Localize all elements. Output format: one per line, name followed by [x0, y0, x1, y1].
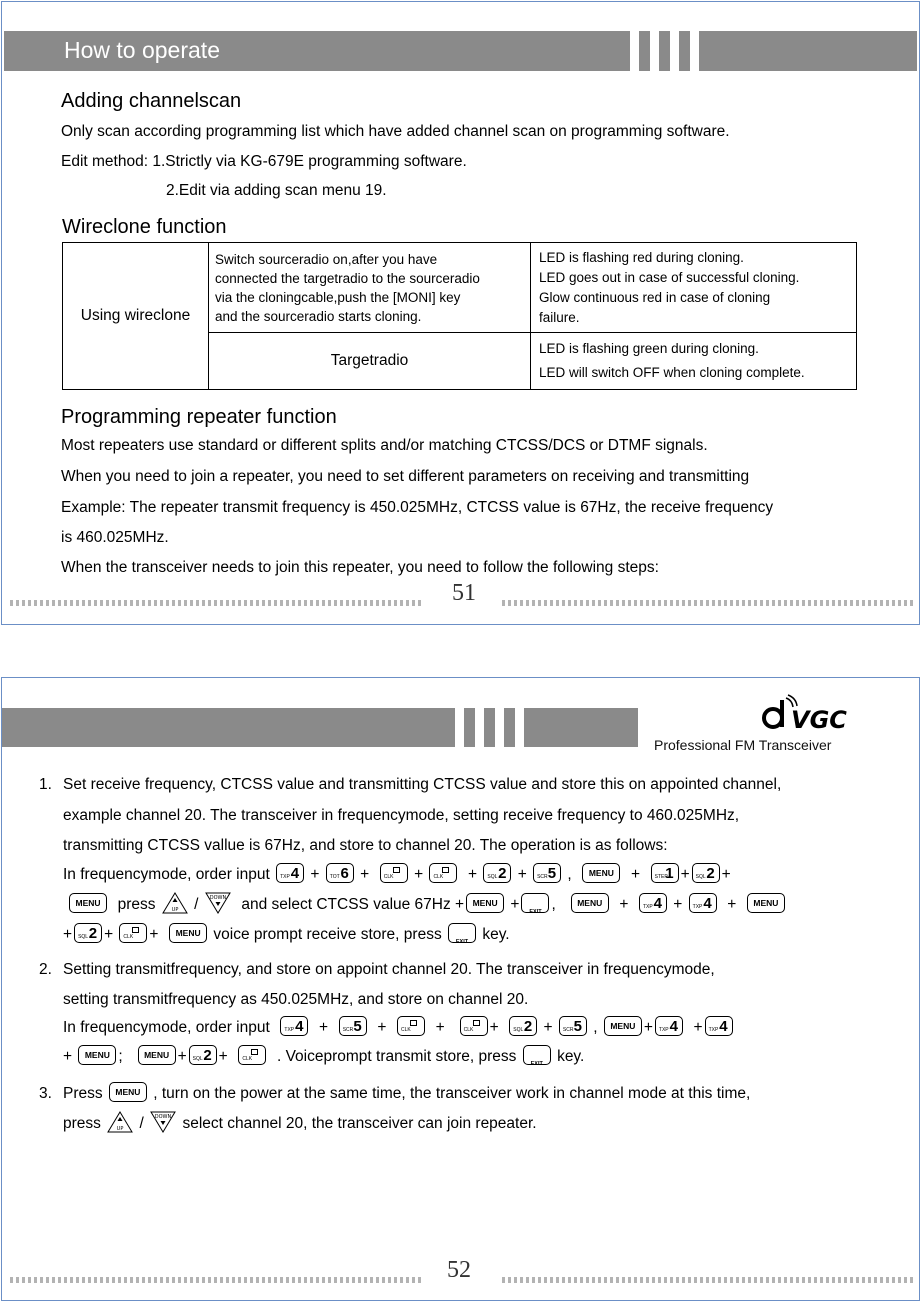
- step-text: key.: [482, 926, 510, 943]
- table-text: LED goes out in case of successful cloning.: [539, 269, 800, 285]
- up-key-icon: [107, 1111, 133, 1133]
- header-bar-right: [699, 31, 917, 71]
- paragraph: Edit method: 1.Strictly via KG-679E programming software.: [61, 153, 467, 170]
- down-key-icon: [150, 1111, 176, 1133]
- step-text: press: [117, 896, 156, 913]
- paragraph: is 460.025MHz.: [61, 529, 169, 546]
- table-text: LED will switch OFF when cloning complete.: [539, 365, 805, 380]
- key-2-icon: SQL 2: [189, 1045, 217, 1065]
- step-text: example channel 20. The transceiver in frequencymode, setting receive frequency to 460.025MHz,: [63, 807, 740, 824]
- step-text: Set receive frequency, CTCSS value and transmitting CTCSS value and store this on appointed channel,: [63, 776, 782, 793]
- step-text: Setting transmitfrequency, and store on appoint channel 20. The transceiver in frequencymode,: [63, 961, 715, 978]
- key-4-icon: TXP 4: [689, 893, 717, 913]
- key-menu-icon: MENU: [604, 1016, 642, 1036]
- footer-dots: [10, 600, 424, 606]
- key-4-icon: TXP 4: [276, 863, 304, 883]
- key-sequence-line: + MENU ; MENU + SQL 2 + CLK . Voiceprompt transmit store, press EXIT key.: [63, 1046, 585, 1067]
- key-sequence-line: + SQL 2 + CLK + MENU voice prompt receive store, press EXIT key.: [63, 924, 510, 945]
- paragraph: 2.Edit via adding scan menu 19.: [166, 182, 387, 199]
- step-text: transmitting CTCSS vallue is 67Hz, and store to channel 20. The operation is as follows:: [63, 837, 668, 854]
- brand-tagline: Professional FM Transceiver: [654, 737, 832, 753]
- up-key-icon: [162, 892, 188, 914]
- key-menu-icon: MENU: [78, 1045, 116, 1065]
- brand-logo: [759, 694, 859, 739]
- key-2-icon: SQL 2: [483, 863, 511, 883]
- key-clk-icon: CLK: [380, 863, 408, 883]
- key-1-icon: STEP 1: [651, 863, 679, 883]
- key-2-icon: SQL 2: [509, 1016, 537, 1036]
- page-number: 51: [452, 580, 476, 606]
- key-menu-icon: MENU: [747, 893, 785, 913]
- paragraph: Most repeaters use standard or different splits and/or matching CTCSS/DCS or DTMF signals.: [61, 437, 708, 454]
- key-menu-icon: MENU: [571, 893, 609, 913]
- footer-dots: [10, 1277, 424, 1283]
- key-6-icon: TOT 6: [326, 863, 354, 883]
- step-number: 2.: [39, 961, 52, 978]
- header-bar: [2, 708, 455, 747]
- step-text: press: [63, 1115, 101, 1132]
- table-cell-source-instructions: [209, 243, 531, 333]
- key-clk-icon: CLK: [460, 1016, 488, 1036]
- footer-dots: [502, 1277, 916, 1283]
- step-text: key.: [557, 1048, 585, 1065]
- paragraph: When you need to join a repeater, you need to set different parameters on receiving and transmitting: [61, 468, 750, 485]
- table-text: and the sourceradio starts cloning.: [215, 308, 422, 324]
- key-5-icon: SCR 5: [559, 1016, 587, 1036]
- step-number: 3.: [39, 1085, 52, 1102]
- header-stripe: [484, 708, 495, 747]
- key-4-icon: TXP 4: [655, 1016, 683, 1036]
- header-bar-right: [524, 708, 638, 747]
- key-clk-icon: CLK: [119, 923, 147, 943]
- brand-wordmark: VGC: [791, 706, 847, 734]
- key-2-icon: SQL 2: [692, 863, 720, 883]
- step-text: . Voiceprompt transmit store, press: [276, 1048, 517, 1065]
- key-menu-icon: MENU: [109, 1082, 147, 1102]
- step-text: Press: [63, 1085, 103, 1102]
- header-stripe: [679, 31, 690, 71]
- paragraph: Only scan according programming list which have added channel scan on programming software.: [61, 123, 730, 140]
- section-heading-repeater: Programming repeater function: [61, 406, 337, 428]
- table-cell-target-led: [531, 333, 857, 390]
- key-menu-icon: MENU: [138, 1045, 176, 1065]
- key-4-icon: TXP 4: [639, 893, 667, 913]
- key-clk-icon: CLK: [429, 863, 457, 883]
- key-5-icon: SCR 5: [533, 863, 561, 883]
- paragraph: Example: The repeater transmit frequency is 450.025MHz, CTCSS value is 67Hz, the receive frequency: [61, 499, 774, 516]
- key-sequence-line: In frequencymode, order input TXP 4 + TOT 6 + CLK + CLK + SQL 2 + SCR 5 , MENU + STEP 1 + SQL 2 +: [63, 864, 731, 883]
- key-4-icon: TXP 4: [705, 1016, 733, 1036]
- table-row-label: Using wireclone: [63, 243, 209, 390]
- header-stripe: [659, 31, 670, 71]
- key-clk-icon: CLK: [238, 1045, 266, 1065]
- footer-dots: [502, 600, 916, 606]
- key-exit-icon: EXIT: [448, 923, 476, 943]
- key-sequence-line: In frequencymode, order input TXP 4 + SCR 5 + CLK + CLK + SQL 2 + SCR 5 , MENU + TXP 4 + TXP 4: [63, 1016, 735, 1040]
- key-5-icon: SCR 5: [339, 1016, 367, 1036]
- header-stripe: [504, 708, 515, 747]
- step-text: , turn on the power at the same time, the transceiver work in channel mode at this time,: [153, 1085, 751, 1102]
- table-text: via the cloningcable,push the [MONI] key: [215, 289, 461, 305]
- svg-text:UP: UP: [116, 1125, 124, 1132]
- manual-page-52: [1, 677, 920, 1301]
- step-text: and select CTCSS value 67Hz: [241, 896, 451, 913]
- key-sequence-line: MENU press UP / DOWN and select CTCSS value 67Hz + MENU + EXIT , MENU + TXP 4 + TXP 4 + MENU: [67, 893, 787, 917]
- svg-text:UP: UP: [171, 906, 179, 913]
- table-text: LED is flashing green during cloning.: [539, 341, 759, 356]
- step-text: select channel 20, the transceiver can join repeater.: [182, 1115, 537, 1132]
- step-text: In frequencymode, order input: [63, 1019, 270, 1036]
- step-text: setting transmitfrequency as 450.025MHz, and store on channel 20.: [63, 991, 529, 1008]
- section-heading-adding: Adding channelscan: [61, 90, 242, 112]
- down-key-icon: [205, 892, 231, 914]
- paragraph: When the transceiver needs to join this repeater, you need to follow the following steps:: [61, 559, 659, 576]
- header-stripe: [464, 708, 475, 747]
- svg-text:DOWN: DOWN: [154, 1113, 172, 1120]
- key-menu-icon: MENU: [169, 923, 207, 943]
- table-text: connected the targetradio to the sourceradio: [215, 270, 480, 286]
- svg-text:DOWN: DOWN: [209, 894, 227, 901]
- step-number: 1.: [39, 776, 52, 793]
- key-exit-icon: EXIT: [523, 1045, 551, 1065]
- table-cell-target-label: Targetradio: [209, 333, 531, 390]
- key-menu-icon: MENU: [69, 893, 107, 913]
- step-text: voice prompt receive store, press: [213, 926, 442, 943]
- table-text: LED is flashing red during cloning.: [539, 249, 744, 265]
- key-menu-icon: MENU: [582, 863, 620, 883]
- wireclone-table: [62, 242, 857, 390]
- header-stripe: [639, 31, 650, 71]
- page-title: How to operate: [64, 37, 220, 63]
- table-text: Glow continuous red in case of cloning: [539, 289, 771, 305]
- key-4-icon: TXP 4: [280, 1016, 308, 1036]
- table-cell-source-led: [531, 243, 857, 333]
- step-text: In frequencymode, order input: [63, 866, 270, 883]
- table-text: failure.: [539, 309, 580, 325]
- section-heading-wireclone: Wireclone function: [62, 216, 227, 238]
- key-sequence-line: press UP / DOWN select channel 20, the transceiver can join repeater.: [63, 1112, 537, 1136]
- key-clk-icon: CLK: [397, 1016, 425, 1036]
- page-number: 52: [447, 1257, 471, 1283]
- key-sequence-line: [63, 1082, 750, 1106]
- key-2-icon: SQL 2: [74, 923, 102, 943]
- manual-page-51: [1, 1, 920, 625]
- table-text: Switch sourceradio on,after you have: [215, 251, 438, 267]
- key-exit-icon: EXIT: [521, 893, 549, 913]
- key-menu-icon: MENU: [466, 893, 504, 913]
